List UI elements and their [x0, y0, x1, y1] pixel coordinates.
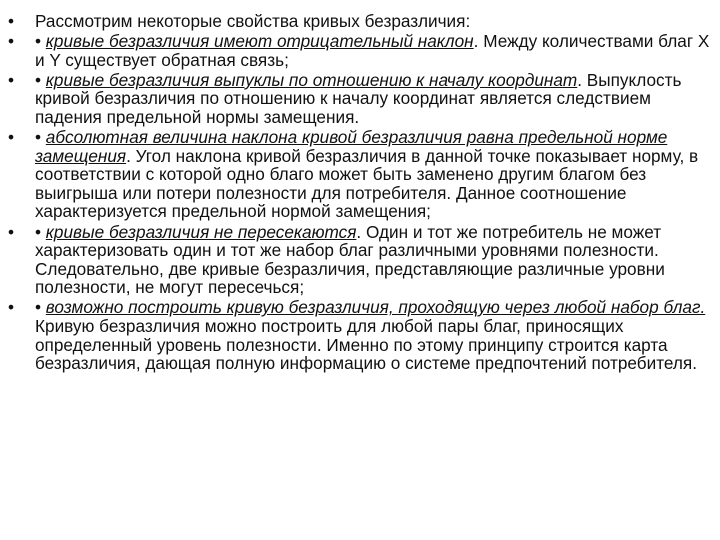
item-emphasis: абсолютная величина наклона кривой безразличия равна предельной норме замещения — [35, 127, 668, 166]
item-text: Кривую безразличия можно построить для любой пары благ, приносящих определенный уровень полезности. Именно по этому принципу строится карта безразличия, дающая полную информацию о системе предпочтений потребителя. — [35, 316, 697, 374]
list-item — [8, 298, 714, 372]
item-emphasis: кривые безразличия выпуклы по отношению к началу координат — [45, 69, 578, 90]
bullet-icon: • — [8, 127, 15, 148]
bullet-icon: • — [8, 11, 15, 31]
list-item — [8, 32, 714, 69]
list-item — [8, 12, 714, 31]
list-item — [8, 128, 714, 221]
item-text: . Между количествами благ X и Y существует обратная связь; — [35, 31, 710, 70]
bullet-icon: • — [8, 297, 15, 318]
item-lead: • — [35, 297, 46, 318]
bullet-icon: • — [8, 31, 15, 52]
bullet-icon: • — [8, 221, 15, 242]
item-emphasis: кривые безразличия не пересекаются — [45, 221, 357, 242]
item-text: . Выпуклость кривой безразличия по отношению к началу координат является следствием падения предельной нормы замещения. — [35, 69, 682, 127]
bullet-list — [8, 12, 714, 374]
item-lead: • — [35, 127, 46, 148]
item-emphasis: возможно построить кривую безразличия, проходящую через любой набор благ. — [45, 297, 706, 318]
item-lead: • — [35, 31, 46, 52]
item-text: . Один и тот же потребитель не может характеризовать один и тот же набор благ различными уровнями полезности. Следовательно, две кривые безразличия, представляющие различные уровни полезности, не могут пересечься; — [35, 221, 665, 298]
item-text: . Угол наклона кривой безразличия в данной точке показывает норму, в соответствии с которой одно благо может быть заменено другим благом без выигрыша или потери полезности для потребителя. Данное соотношение характеризуется предельной нормой замещения; — [35, 145, 699, 222]
item-text: Рассмотрим некоторые свойства кривых безразличия: — [35, 11, 471, 31]
item-lead: • — [35, 69, 46, 90]
item-lead: • — [35, 221, 46, 242]
item-emphasis: кривые безразличия имеют отрицательный наклон — [45, 31, 474, 52]
bullet-icon: • — [8, 69, 15, 90]
list-item — [8, 71, 714, 127]
list-item — [8, 223, 714, 297]
